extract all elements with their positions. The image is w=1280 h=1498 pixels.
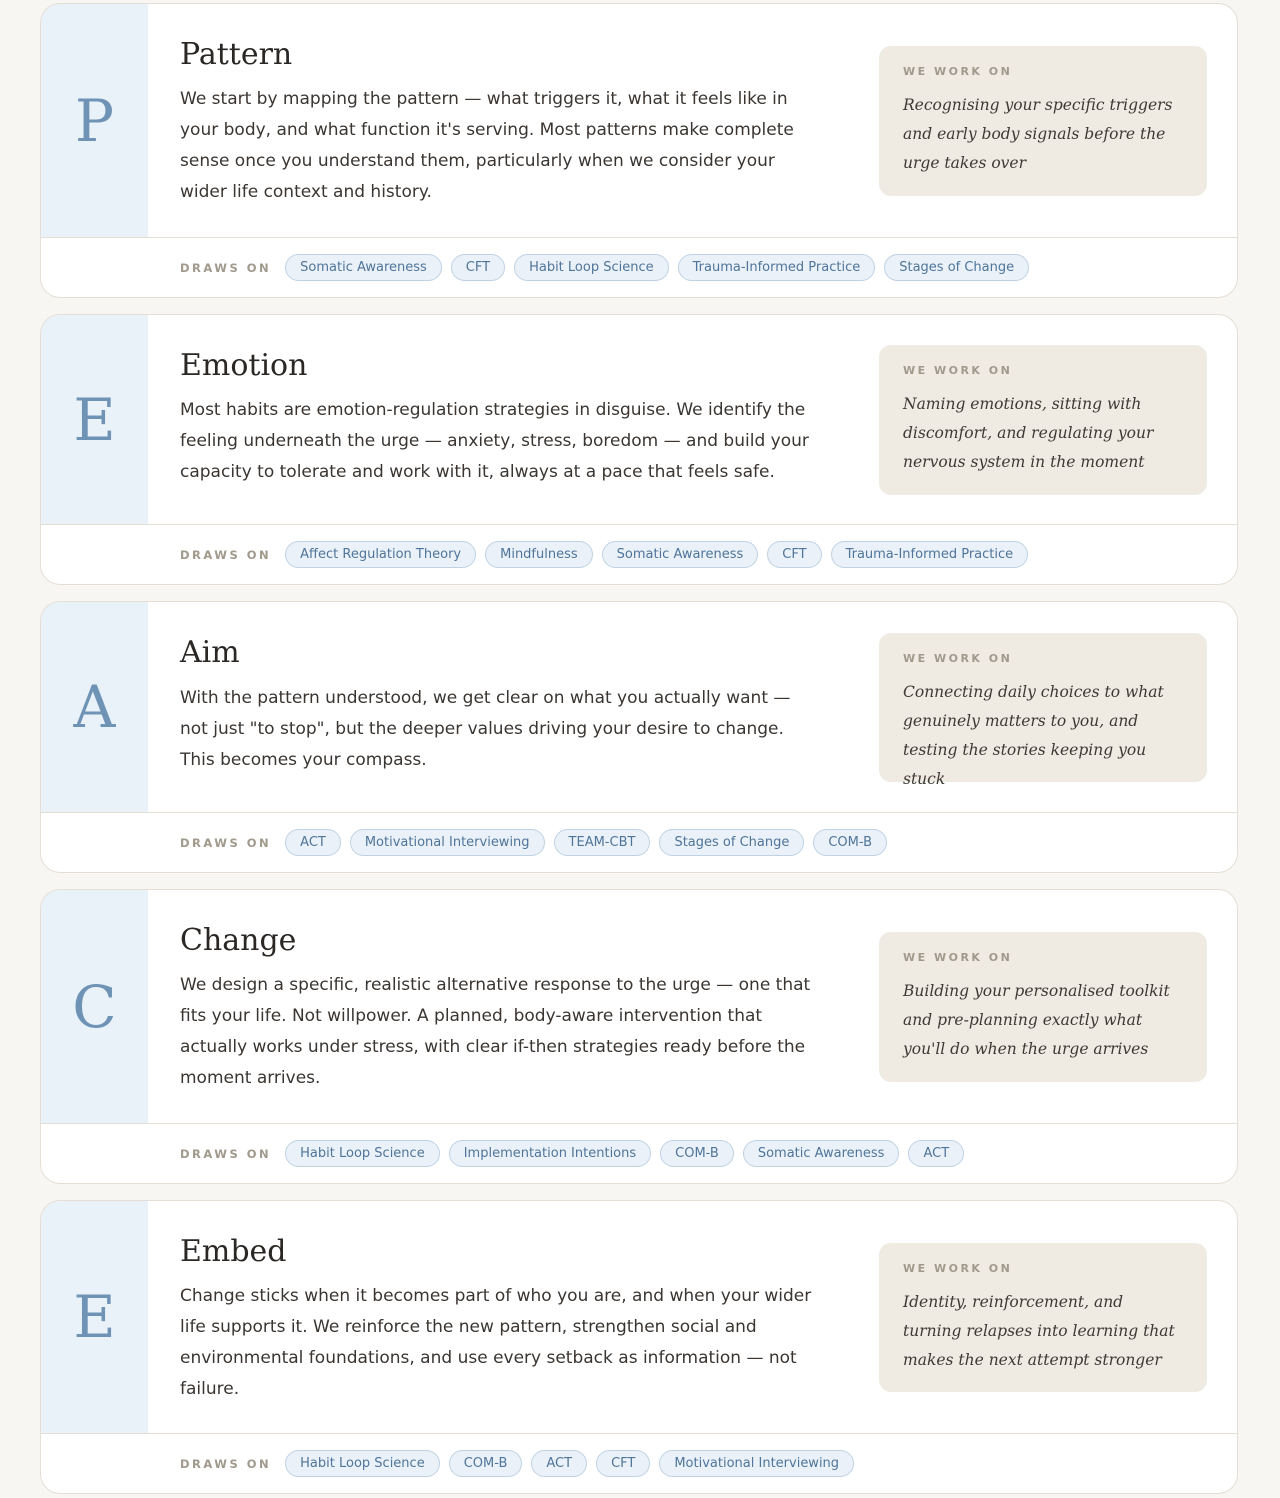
tag[interactable]: Motivational Interviewing	[659, 1450, 854, 1477]
tag[interactable]: Habit Loop Science	[285, 1450, 440, 1477]
tag[interactable]: Habit Loop Science	[514, 254, 669, 281]
step-description: We design a specific, realistic alternative response to the urge — one that fits your life. Not willpower. A planned, body-aware intervention that actually works under stress, with clear if-then strategies ready before the moment arrives.	[180, 975, 811, 1088]
work-on-text: Connecting daily choices to what genuinely matters to you, and testing the stories keeping you stuck	[903, 683, 1164, 788]
tag[interactable]: Somatic Awareness	[602, 541, 759, 568]
tag-list	[285, 254, 1029, 281]
step-card-change	[40, 889, 1238, 1184]
tag[interactable]: ACT	[531, 1450, 587, 1477]
step-letter: E	[73, 1283, 116, 1351]
work-on-text: Recognising your specific triggers and early body signals before the urge takes over	[903, 96, 1173, 172]
work-on-box	[879, 932, 1207, 1082]
tag[interactable]: Trauma-Informed Practice	[678, 254, 876, 281]
work-on-label: WE WORK ON	[903, 951, 1013, 964]
work-on-label: WE WORK ON	[903, 364, 1013, 377]
step-card-aim	[40, 601, 1238, 873]
tag[interactable]: COM-B	[660, 1140, 734, 1167]
draws-on-row	[41, 237, 1237, 297]
tag[interactable]: Somatic Awareness	[285, 254, 442, 281]
tag-list	[285, 1450, 854, 1477]
step-card-pattern	[40, 3, 1238, 298]
work-on-text: Building your personalised toolkit and pre-planning exactly what you'll do when the urge arrives	[903, 982, 1170, 1058]
tag[interactable]: Motivational Interviewing	[350, 829, 545, 856]
step-letter-panel	[41, 4, 148, 237]
tag[interactable]: Somatic Awareness	[743, 1140, 900, 1167]
work-on-label: WE WORK ON	[903, 1262, 1013, 1275]
step-title: Pattern	[180, 37, 293, 72]
tag[interactable]: Habit Loop Science	[285, 1140, 440, 1167]
tag[interactable]: CFT	[767, 541, 821, 568]
work-on-box	[879, 345, 1207, 495]
tag[interactable]: Mindfulness	[485, 541, 593, 568]
step-title: Aim	[180, 635, 240, 670]
step-letter: P	[74, 86, 115, 155]
tag[interactable]: ACT	[285, 829, 341, 856]
step-card-embed	[40, 1200, 1238, 1494]
draws-on-row	[41, 812, 1237, 872]
work-on-text: Naming emotions, sitting with discomfort, and regulating your nervous system in the moment	[903, 395, 1154, 471]
tag[interactable]: CFT	[596, 1450, 650, 1477]
step-description: Most habits are emotion-regulation strategies in disguise. We identify the feeling underneath the urge — anxiety, stress, boredom — and build your capacity to tolerate and work with it, always at a pace that feels safe.	[180, 400, 809, 482]
tag-list	[285, 1140, 964, 1167]
draws-on-row	[41, 1433, 1237, 1493]
tag[interactable]: COM-B	[449, 1450, 523, 1477]
work-on-box	[879, 46, 1207, 196]
work-on-box	[879, 633, 1207, 788]
step-description: With the pattern understood, we get clear on what you actually want — not just "to stop", but the deeper values driving your desire to change. This becomes your compass.	[180, 688, 791, 770]
step-letter: E	[73, 385, 116, 454]
tag[interactable]: ACT	[908, 1140, 964, 1167]
draws-on-label: DRAWS ON	[180, 547, 272, 562]
step-letter-panel	[41, 1201, 148, 1433]
draws-on-row	[41, 1123, 1237, 1183]
tag[interactable]: Trauma-Informed Practice	[831, 541, 1029, 568]
work-on-text: Identity, reinforcement, and turning relapses into learning that makes the next attempt stronger	[903, 1293, 1175, 1369]
step-title: Embed	[180, 1234, 287, 1269]
tag[interactable]: TEAM-CBT	[554, 829, 651, 856]
tag[interactable]: Implementation Intentions	[449, 1140, 651, 1167]
step-letter: A	[73, 673, 116, 741]
tag[interactable]: Affect Regulation Theory	[285, 541, 476, 568]
step-description: Change sticks when it becomes part of who you are, and when your wider life supports it. We reinforce the new pattern, strengthen social and environmental foundations, and use every setback as information — not failure.	[180, 1286, 812, 1399]
step-title: Change	[180, 923, 297, 958]
draws-on-label: DRAWS ON	[180, 835, 272, 850]
tag[interactable]: COM-B	[813, 829, 887, 856]
work-on-label: WE WORK ON	[903, 652, 1013, 665]
tag[interactable]: Stages of Change	[884, 254, 1029, 281]
tag-list	[285, 829, 887, 856]
draws-on-label: DRAWS ON	[180, 260, 272, 275]
work-on-label: WE WORK ON	[903, 65, 1013, 78]
work-on-box	[879, 1243, 1207, 1392]
draws-on-row	[41, 524, 1237, 584]
step-letter-panel	[41, 890, 148, 1123]
draws-on-label: DRAWS ON	[180, 1456, 272, 1471]
tag[interactable]: Stages of Change	[659, 829, 804, 856]
step-title: Emotion	[180, 348, 308, 383]
step-card-emotion	[40, 314, 1238, 585]
tag[interactable]: CFT	[451, 254, 505, 281]
draws-on-label: DRAWS ON	[180, 1146, 272, 1161]
step-letter-panel	[41, 315, 148, 524]
step-letter: C	[72, 972, 117, 1041]
step-description: We start by mapping the pattern — what triggers it, what it feels like in your body, and what function it's serving. Most patterns make complete sense once you understand them, particularly when we consider your wider life context and history.	[180, 89, 794, 202]
step-letter-panel	[41, 602, 148, 812]
tag-list	[285, 541, 1028, 568]
